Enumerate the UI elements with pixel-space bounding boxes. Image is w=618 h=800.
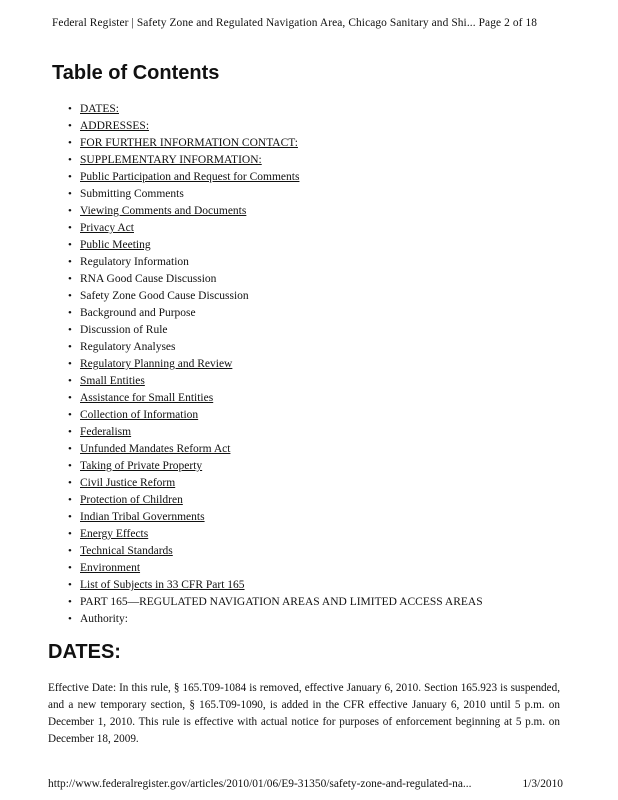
bullet-icon: • xyxy=(68,511,72,523)
toc-item xyxy=(66,305,576,322)
toc-title: Table of Contents xyxy=(52,62,220,84)
bullet-icon: • xyxy=(68,358,72,370)
toc-link[interactable]: Public Meeting xyxy=(80,239,151,251)
toc-link[interactable]: Federalism xyxy=(80,426,132,438)
toc-link[interactable]: Collection of Information xyxy=(80,409,199,421)
toc-link[interactable]: Privacy Act xyxy=(80,222,134,234)
bullet-icon: • xyxy=(68,307,72,319)
toc-item[interactable] xyxy=(66,407,576,424)
toc-label: RNA Good Cause Discussion xyxy=(80,273,217,285)
toc-item[interactable] xyxy=(66,101,576,118)
toc-label: Submitting Comments xyxy=(80,188,184,200)
bullet-icon: • xyxy=(68,324,72,336)
toc-label: PART 165—REGULATED NAVIGATION AREAS AND LIMITED ACCESS AREAS xyxy=(80,596,483,608)
toc-item[interactable] xyxy=(66,543,576,560)
bullet-icon: • xyxy=(68,562,72,574)
toc-item[interactable] xyxy=(66,390,576,407)
toc-item[interactable] xyxy=(66,441,576,458)
toc-link[interactable]: SUPPLEMENTARY INFORMATION: xyxy=(80,154,262,166)
toc-item[interactable] xyxy=(66,169,576,186)
toc-item[interactable] xyxy=(66,135,576,152)
toc-list xyxy=(66,101,576,628)
bullet-icon: • xyxy=(68,477,72,489)
toc-item[interactable] xyxy=(66,356,576,373)
toc-link[interactable]: FOR FURTHER INFORMATION CONTACT: xyxy=(80,137,298,149)
bullet-icon: • xyxy=(68,341,72,353)
bullet-icon: • xyxy=(68,103,72,115)
toc-link[interactable]: Indian Tribal Governments xyxy=(80,511,205,523)
toc-link[interactable]: ADDRESSES: xyxy=(80,120,150,132)
bullet-icon: • xyxy=(68,154,72,166)
bullet-icon: • xyxy=(68,120,72,132)
bullet-icon: • xyxy=(68,579,72,591)
dates-heading: DATES: xyxy=(48,641,121,663)
bullet-icon: • xyxy=(68,137,72,149)
bullet-icon: • xyxy=(68,494,72,506)
toc-link[interactable]: Protection of Children xyxy=(80,494,183,506)
toc-item[interactable] xyxy=(66,373,576,390)
toc-label: Regulatory Information xyxy=(80,256,189,268)
toc-item[interactable] xyxy=(66,424,576,441)
dates-body: Effective Date: In this rule, § 165.T09-1084 is removed, effective January 6, 2010. Section 165.923 is suspended, and a new temporary section, § 165.T09-1090, is added in the CFR effective January 6, 2010 until 5 p.m. on December 1, 2010. This rule is effective with actual notice for purposes of enforcement beginning at 5 p.m. on December 18, 2009. xyxy=(48,682,560,745)
bullet-icon: • xyxy=(68,222,72,234)
toc-item[interactable] xyxy=(66,577,576,594)
toc-link[interactable]: DATES: xyxy=(80,103,119,115)
toc-link[interactable]: Civil Justice Reform xyxy=(80,477,176,489)
bullet-icon: • xyxy=(68,443,72,455)
toc-item[interactable] xyxy=(66,509,576,526)
bullet-icon: • xyxy=(68,545,72,557)
toc-item xyxy=(66,322,576,339)
bullet-icon: • xyxy=(68,375,72,387)
toc-item xyxy=(66,254,576,271)
toc-link[interactable]: Taking of Private Property xyxy=(80,460,203,472)
toc-item xyxy=(66,594,576,611)
footer-date: 1/3/2010 xyxy=(522,778,563,790)
page-header: Federal Register | Safety Zone and Regulated Navigation Area, Chicago Sanitary and Shi... Page 2 of 18 xyxy=(52,17,538,29)
toc-link[interactable]: Energy Effects xyxy=(80,528,149,540)
page-footer xyxy=(48,778,563,790)
bullet-icon: • xyxy=(68,188,72,200)
bullet-icon: • xyxy=(68,273,72,285)
toc-item[interactable] xyxy=(66,526,576,543)
toc-item[interactable] xyxy=(66,237,576,254)
toc-label: Discussion of Rule xyxy=(80,324,168,336)
bullet-icon: • xyxy=(68,256,72,268)
toc-label: Regulatory Analyses xyxy=(80,341,176,353)
toc-link[interactable]: Technical Standards xyxy=(80,545,173,557)
toc-link[interactable]: Small Entities xyxy=(80,375,145,387)
toc-item[interactable] xyxy=(66,203,576,220)
toc-item xyxy=(66,611,576,628)
bullet-icon: • xyxy=(68,426,72,438)
toc-item[interactable] xyxy=(66,220,576,237)
bullet-icon: • xyxy=(68,409,72,421)
toc-link[interactable]: Environment xyxy=(80,562,141,574)
toc-item[interactable] xyxy=(66,118,576,135)
bullet-icon: • xyxy=(68,528,72,540)
toc-item[interactable] xyxy=(66,458,576,475)
bullet-icon: • xyxy=(68,460,72,472)
toc-item xyxy=(66,339,576,356)
bullet-icon: • xyxy=(68,290,72,302)
toc-item[interactable] xyxy=(66,560,576,577)
toc-link[interactable]: List of Subjects in 33 CFR Part 165 xyxy=(80,579,245,591)
toc-label: Background and Purpose xyxy=(80,307,196,319)
bullet-icon: • xyxy=(68,171,72,183)
toc-item[interactable] xyxy=(66,475,576,492)
toc-label: Authority: xyxy=(80,613,128,625)
toc-item xyxy=(66,186,576,203)
toc-item xyxy=(66,288,576,305)
bullet-icon: • xyxy=(68,596,72,608)
bullet-icon: • xyxy=(68,205,72,217)
bullet-icon: • xyxy=(68,613,72,625)
bullet-icon: • xyxy=(68,239,72,251)
toc-item[interactable] xyxy=(66,152,576,169)
toc-link[interactable]: Public Participation and Request for Comments xyxy=(80,171,300,183)
footer-url: http://www.federalregister.gov/articles/2010/01/06/E9-31350/safety-zone-and-regulated-na... xyxy=(48,778,472,790)
toc-item[interactable] xyxy=(66,492,576,509)
toc-link[interactable]: Assistance for Small Entities xyxy=(80,392,214,404)
bullet-icon: • xyxy=(68,392,72,404)
toc-link[interactable]: Unfunded Mandates Reform Act xyxy=(80,443,231,455)
toc-item xyxy=(66,271,576,288)
toc-link[interactable]: Regulatory Planning and Review xyxy=(80,358,233,370)
toc-label: Safety Zone Good Cause Discussion xyxy=(80,290,249,302)
toc-link[interactable]: Viewing Comments and Documents xyxy=(80,205,247,217)
